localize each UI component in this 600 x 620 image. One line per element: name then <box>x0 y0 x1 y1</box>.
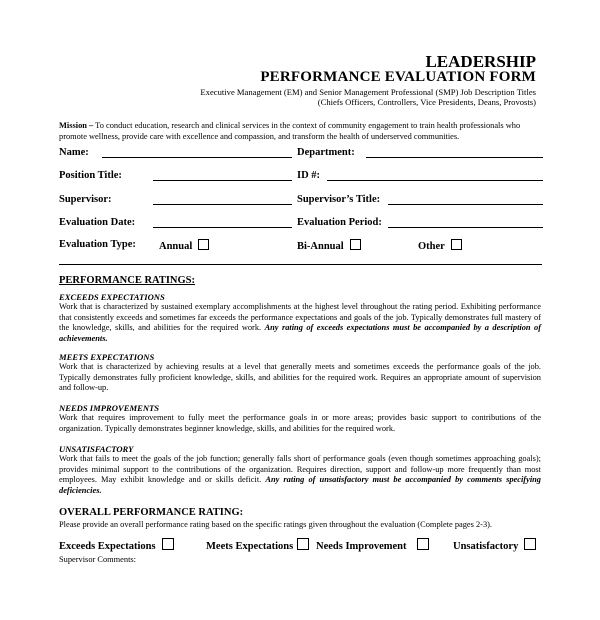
exceeds-expectations-text: Work that is characterized by sustained exemplary accomplishments at the highest level throughout the rating period. Exhibiting performance that consistently exceeds and sometimes far exceeds the performance expectations and goals of the job. Typically demonstrates full mastery of the knowledge, skills, and abilities for the required work. <box>59 302 541 333</box>
annual-option[interactable] <box>159 239 209 252</box>
supervisor-comments-label: Supervisor Comments: <box>59 555 137 564</box>
overall-option-exceeds[interactable] <box>59 538 174 552</box>
section-divider <box>59 264 542 265</box>
overall-option-meets[interactable] <box>206 538 309 552</box>
department-label: Department: <box>297 147 355 158</box>
job-titles-examples: (Chiefs Officers, Controllers, Vice Presidents, Deans, Provosts) <box>317 97 536 107</box>
overall-option-needs[interactable] <box>316 538 429 552</box>
supervisor-input-line[interactable] <box>153 204 292 205</box>
evaluation-type-label: Evaluation Type: <box>59 239 136 250</box>
evaluation-date-label: Evaluation Date: <box>59 217 136 228</box>
annual-option-label: Annual <box>159 241 193 252</box>
evaluation-period-input-line[interactable] <box>388 227 543 228</box>
position-title-label: Position Title: <box>59 170 122 181</box>
bi-annual-checkbox[interactable] <box>350 239 361 250</box>
other-option[interactable] <box>418 239 462 252</box>
needs-improvement-heading: NEEDS IMPROVEMENTS <box>59 403 160 413</box>
exceeds-expectations-description <box>59 302 541 344</box>
overall-option-unsatisfactory-label: Unsatisfactory <box>453 541 519 552</box>
id-input-line[interactable] <box>327 180 543 181</box>
mission-statement <box>59 121 541 142</box>
supervisor-label: Supervisor: <box>59 194 112 205</box>
bi-annual-option[interactable] <box>297 239 361 252</box>
supervisors-title-label: Supervisor’s Title: <box>297 194 381 205</box>
unsatisfactory-description <box>59 454 541 496</box>
overall-meets-checkbox[interactable] <box>297 538 309 550</box>
department-input-line[interactable] <box>366 157 543 158</box>
name-label: Name: <box>59 147 89 158</box>
overall-option-exceeds-label: Exceeds Expectations <box>59 541 156 552</box>
other-option-label: Other <box>418 241 445 252</box>
evaluation-period-label: Evaluation Period: <box>297 217 382 228</box>
id-label: ID #: <box>297 170 321 181</box>
needs-improvement-description: Work that requires improvement to fully meet the performance goals in or more areas; provides basic support to contributions of the organization. Typically demonstrates beginner knowledge, skills, and abilities for the required work. <box>59 413 541 433</box>
other-checkbox[interactable] <box>451 239 462 250</box>
exceeds-expectations-heading: EXCEEDS EXPECTATIONS <box>59 292 165 302</box>
overall-needs-checkbox[interactable] <box>417 538 429 550</box>
unsatisfactory-note: Any rating of unsatisfactory must be accompanied by comments specifying deficiencies. <box>59 475 541 495</box>
overall-exceeds-checkbox[interactable] <box>162 538 174 550</box>
overall-option-meets-label: Meets Expectations <box>206 541 294 552</box>
meets-expectations-description: Work that is characterized by achieving results at a level that generally meets and sometimes exceeds the performance goals of the job. Typically demonstrates fully proficient knowledge, skills, and abilities for the required work. Requires an appropriate amount of supervision and follow-up. <box>59 362 541 393</box>
name-input-line[interactable] <box>102 157 292 158</box>
exceeds-expectations-note: Any rating of exceeds expectations must be accompanied by a description of achievements. <box>59 323 541 343</box>
overall-option-unsatisfactory[interactable] <box>453 538 536 552</box>
meets-expectations-heading: MEETS EXPECTATIONS <box>59 352 155 362</box>
bi-annual-option-label: Bi-Annual <box>297 241 344 252</box>
form-title: LEADERSHIP <box>425 52 536 71</box>
overall-option-needs-label: Needs Improvement <box>316 541 407 552</box>
form-subtitle: PERFORMANCE EVALUATION FORM <box>260 69 536 85</box>
performance-ratings-heading: PERFORMANCE RATINGS: <box>59 275 196 286</box>
supervisors-title-input-line[interactable] <box>388 204 543 205</box>
mission-label: Mission – <box>59 121 94 130</box>
annual-checkbox[interactable] <box>198 239 209 250</box>
evaluation-date-input-line[interactable] <box>153 227 292 228</box>
overall-unsatisfactory-checkbox[interactable] <box>524 538 536 550</box>
unsatisfactory-heading: UNSATISFACTORY <box>59 444 134 454</box>
unsatisfactory-text: Work that fails to meet the goals of the job function; generally falls short of performance goals (even though sometimes approaching goals); provides minimal support to the contributions of the organization. Requires direction, support and follow-up more frequently than most employees. May exhibit knowledge and or skills deficit. <box>59 454 541 485</box>
position-title-input-line[interactable] <box>153 180 292 181</box>
overall-rating-instruction: Please provide an overall performance rating based on the specific ratings given throughout the evaluation (Complete pages 2-3). <box>59 520 493 529</box>
mission-text: To conduct education, research and clinical services in the context of community engagement to train health professionals who promote wellness, provide care with excellence and compassion, and transform the health of underserved communities. <box>59 121 521 141</box>
job-titles-description: Executive Management (EM) and Senior Management Professional (SMP) Job Description Titles <box>200 87 536 97</box>
overall-rating-heading: OVERALL PERFORMANCE RATING: <box>59 507 244 518</box>
